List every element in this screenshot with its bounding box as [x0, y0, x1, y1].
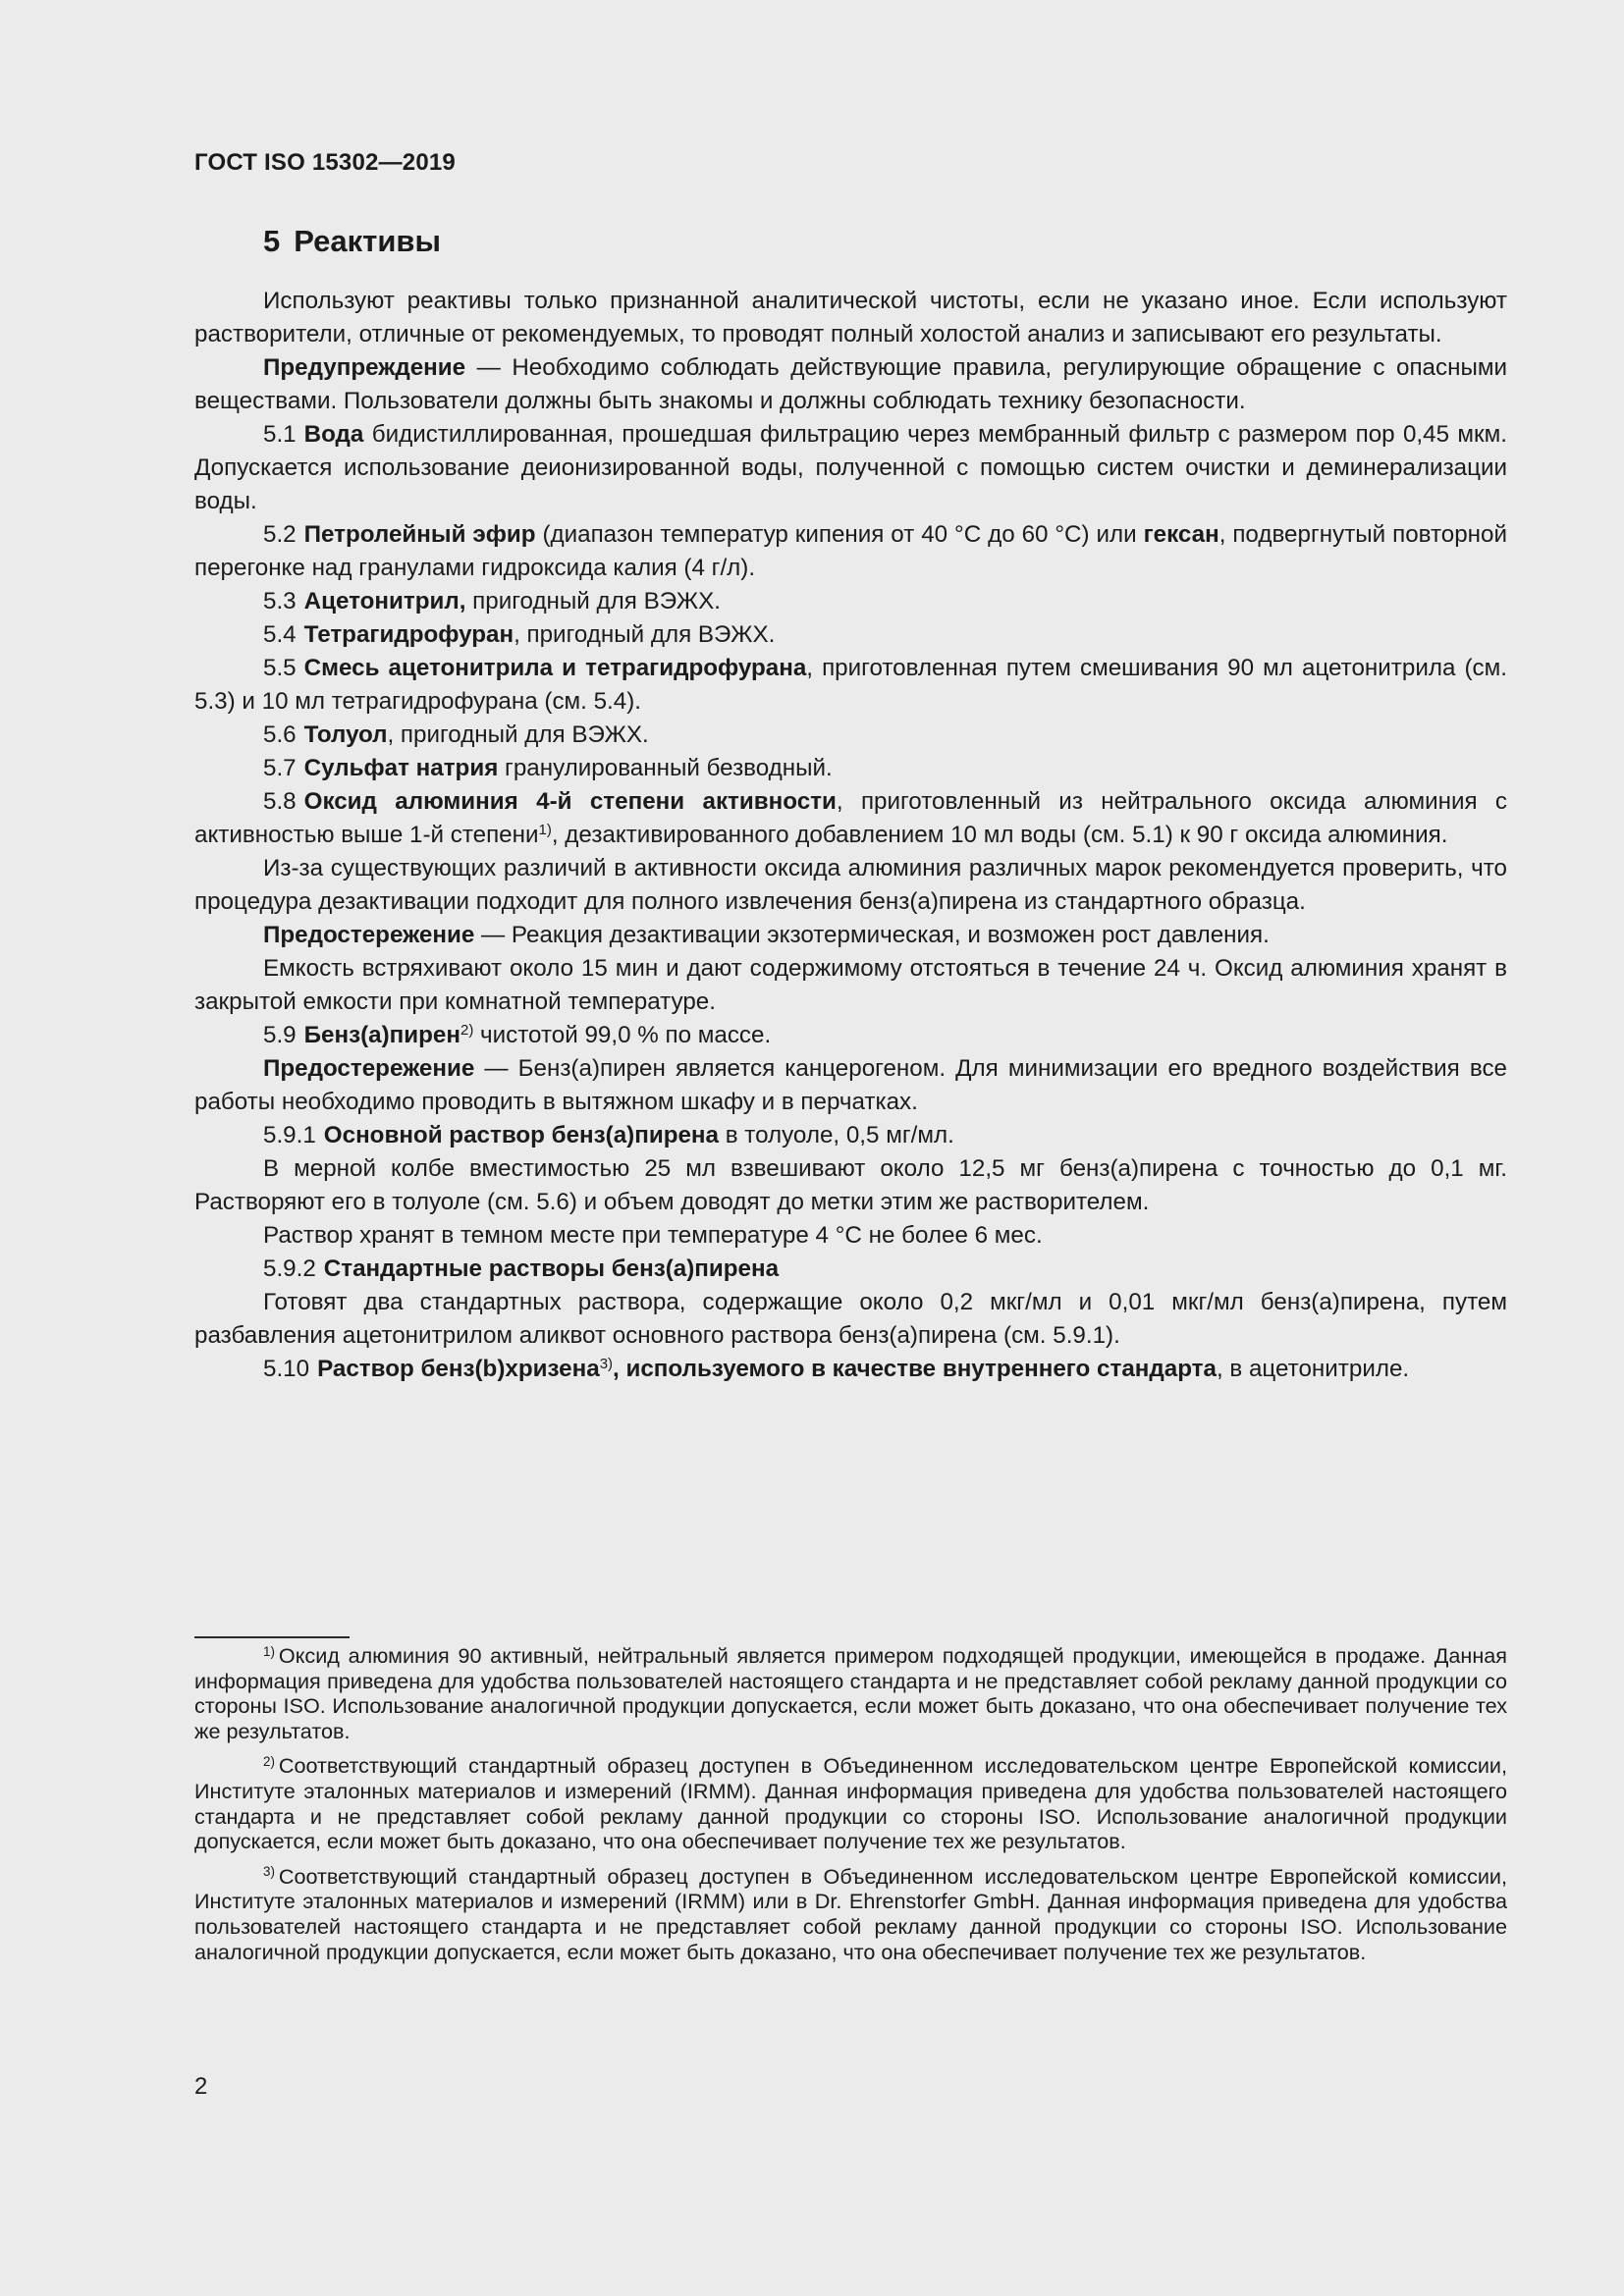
clause-term: Вода [303, 421, 364, 448]
section-title: Реактивы [294, 224, 441, 258]
paragraph-alumina-storage: Емкость встряхивают около 15 мин и дают содержимому отстояться в течение 24 ч. Оксид алюминия хранят в закрытой емкости при комнатной температуре. [194, 955, 1507, 1015]
clause-text: , приготовленный из нейтрального оксида алюминия с активностью выше 1-й степени [194, 788, 1508, 848]
clause-text: , приготовленная путем смешивания 90 мл ацетонитрила (см. 5.3) и 10 мл тетрагидрофурана (см. 5.4). [194, 655, 1507, 715]
clause-5-2 [194, 518, 1507, 585]
clause-term: Ацетонитрил, [303, 588, 466, 614]
clause-term: Бенз(а)пирен [303, 1022, 460, 1048]
caution-label: Предостережение [263, 922, 475, 948]
clause-term: Толуол [303, 721, 388, 748]
clause-5-8 [194, 785, 1507, 852]
clause-term: Стандартные растворы бенз(а)пирена [323, 1255, 780, 1282]
clause-number: 5.2 [263, 521, 297, 548]
paragraph-intro: Используют реактивы только признанной аналитической чистоты, если не указано иное. Если используют растворители, отличные от рекомендуемых, то проводят полный холостой анализ и записывают его результаты. [194, 288, 1507, 347]
clause-term: Смесь ацетонитрила и тетрагидрофурана [303, 655, 807, 681]
footnote-ref: 1) [538, 821, 552, 838]
clause-text: (диапазон температур кипения от 40 °С до 60 °С) или [535, 521, 1144, 548]
paragraph-warning [194, 351, 1507, 418]
section-heading [263, 224, 441, 259]
clause-number: 5.8 [263, 788, 297, 815]
clause-text: , пригодный для ВЭЖХ. [514, 621, 776, 648]
clause-5-9-2 [194, 1253, 1507, 1286]
caution-text: — Бенз(а)пирен является канцерогеном. Для минимизации его вредного воздействия все работы необходимо проводить в вытяжном шкафу и в перчатках. [194, 1055, 1507, 1115]
warning-text: — Необходимо соблюдать действующие правила, регулирующие обращение с опасными веществами. Пользователи должны быть знакомы и должны соблюдать технику безопасности. [194, 354, 1507, 414]
footnote-mark: 2) [263, 1754, 275, 1770]
clause-number: 5.9.2 [263, 1255, 316, 1282]
clause-text: гранулированный безводный. [498, 755, 833, 781]
clause-text: , пригодный для ВЭЖХ. [387, 721, 649, 748]
paragraph-alumina-note: Из-за существующих различий в активности оксида алюминия различных марок рекомендуется проверить, что процедура дезактивации подходит для полного извлечения бенз(а)пирена из стандартного образца. [194, 855, 1507, 915]
clause-number: 5.9 [263, 1022, 297, 1048]
warning-label: Предупреждение [263, 354, 466, 381]
footnote [194, 1864, 1507, 1964]
footnotes [194, 1643, 1507, 1974]
clause-5-4 [194, 618, 1507, 652]
clause-5-6 [194, 719, 1507, 752]
clause-text: чистотой 99,0 % по массе. [473, 1022, 772, 1048]
section-number: 5 [263, 224, 281, 258]
clause-text: , в ацетонитриле. [1216, 1356, 1410, 1382]
clause-term: Тетрагидрофуран [303, 621, 514, 648]
clause-term: Оксид алюминия 4-й степени активности [303, 788, 837, 815]
footnote-mark: 3) [263, 1864, 275, 1880]
paragraph-caution [194, 1052, 1507, 1119]
section-body [194, 285, 1507, 1386]
clause-term: Раствор бенз(b)хризена [317, 1356, 600, 1382]
clause-5-9-1 [194, 1119, 1507, 1152]
footnote-text: Соответствующий стандартный образец доступен в Объединенном исследовательском центре Европейской комиссии, Институте эталонных материалов и измерений (IRMM) или в Dr. Ehrenstorfer GmbH. Данная информация приведена для удобства пользователей настоящего стандарта и не представляет собой рекламу данной продукции со стороны ISO. Использование аналогичной продукции допускается, если может быть доказано, что она обеспечивает получение тех же результатов. [194, 1863, 1507, 1964]
clause-5-9 [194, 1019, 1507, 1052]
clause-5-1 [194, 418, 1507, 518]
clause-text: бидистиллированная, прошедшая фильтрацию через мембранный фильтр с размером пор 0,45 мкм. Допускается использование деионизированной воды, полученной с помощью систем очистки и деминерализации воды. [194, 421, 1507, 514]
clause-term-2: гексан [1143, 521, 1219, 548]
clause-term: Сульфат натрия [303, 755, 499, 781]
clause-number: 5.9.1 [263, 1122, 316, 1148]
clause-number: 5.6 [263, 721, 297, 748]
clause-number: 5.5 [263, 655, 297, 681]
clause-text-2: , подвергнутый повторной перегонке над гранулами гидроксида калия (4 г/л). [194, 521, 1508, 581]
paragraph-stock-storage: Раствор хранят в темном месте при температуре 4 °С не более 6 мес. [263, 1222, 1043, 1249]
clause-5-3 [194, 585, 1507, 618]
clause-text: пригодный для ВЭЖХ. [465, 588, 721, 614]
footnote-text: Соответствующий стандартный образец доступен в Объединенном исследовательском центре Европейской комиссии, Институте эталонных материалов и измерений (IRMM). Данная информация приведена для удобства пользователей настоящего стандарта и не представляет собой рекламу данной продукции со стороны ISO. Использование аналогичной продукции допускается, если может быть доказано, что она обеспечивает получение тех же результатов. [194, 1753, 1507, 1854]
footnote [194, 1753, 1507, 1853]
paragraph-stock-prep: В мерной колбе вместимостью 25 мл взвешивают около 12,5 мг бенз(а)пирена с точностью до 0,1 мг. Растворяют его в толуоле (см. 5.6) и объем доводят до метки этим же растворителем. [194, 1155, 1507, 1215]
clause-term-2: , используемого в качестве внутреннего стандарта [613, 1356, 1217, 1382]
clause-term: Петролейный эфир [303, 521, 536, 548]
footnote-ref: 2) [460, 1021, 474, 1039]
clause-text-2: , дезактивированного добавлением 10 мл воды (см. 5.1) к 90 г оксида алюминия. [551, 822, 1448, 848]
page-number: 2 [194, 2073, 208, 2100]
clause-5-10 [194, 1353, 1507, 1386]
clause-5-5 [194, 652, 1507, 719]
footnote-text: Оксид алюминия 90 активный, нейтральный является примером подходящей продукции, имеющейся в продаже. Данная информация приведена для удобства пользователей настоящего стандарта и не представляет собой рекламу данной продукции со стороны ISO. Использование аналогичной продукции допускается, если может быть доказано, что она обеспечивает получение тех же результатов. [194, 1643, 1507, 1743]
paragraph-standard-prep: Готовят два стандартных раствора, содержащие около 0,2 мкг/мл и 0,01 мкг/мл бенз(а)пирена, путем разбавления ацетонитрилом аликвот основного раствора бенз(а)пирена (см. 5.9.1). [194, 1289, 1507, 1349]
clause-number: 5.3 [263, 588, 297, 614]
clause-term: Основной раствор бенз(а)пирена [323, 1122, 719, 1148]
clause-number: 5.1 [263, 421, 297, 448]
clause-text: в толуоле, 0,5 мг/мл. [719, 1122, 954, 1148]
footnote-mark: 1) [263, 1643, 275, 1659]
footnote-ref: 3) [599, 1355, 614, 1372]
caution-label: Предостережение [263, 1055, 475, 1082]
clause-number: 5.7 [263, 755, 297, 781]
paragraph-caution [194, 919, 1507, 952]
footnote [194, 1643, 1507, 1743]
clause-number: 5.10 [263, 1356, 310, 1382]
clause-5-7 [194, 752, 1507, 785]
footnote-divider [194, 1636, 350, 1638]
caution-text: — Реакция дезактивации экзотермическая, и возможен рост давления. [474, 922, 1270, 948]
document-header: ГОСТ ISO 15302—2019 [194, 149, 456, 176]
clause-number: 5.4 [263, 621, 297, 648]
